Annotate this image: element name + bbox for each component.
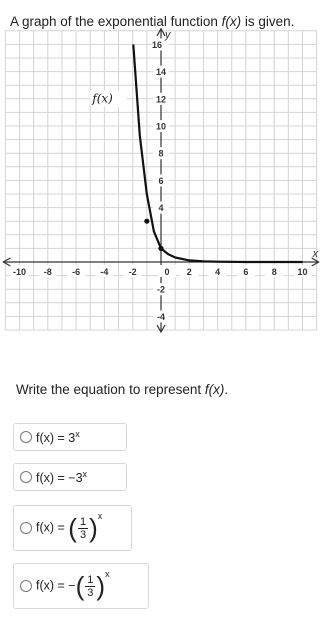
x-tick-label: -8 xyxy=(43,267,52,277)
option-4-text xyxy=(36,569,110,601)
option-1-text xyxy=(36,429,80,445)
x-tick-label: 4 xyxy=(215,267,221,277)
option-2-exponent: x xyxy=(82,468,88,479)
question-suffix: is given. xyxy=(241,14,295,29)
x-tick-label: -2 xyxy=(128,267,137,277)
curve-point xyxy=(144,219,149,224)
x-tick-label: 10 xyxy=(297,267,308,277)
option-3-label: f(x) = xyxy=(36,520,69,535)
y-tick-label: 4 xyxy=(158,203,164,214)
y-tick-label: 10 xyxy=(155,121,167,132)
radio-button-icon[interactable] xyxy=(20,580,32,592)
option-1-exponent: x xyxy=(75,428,80,439)
option-3-numerator: 1 xyxy=(79,515,87,528)
radio-button-icon[interactable] xyxy=(20,471,32,483)
option-4-denominator: 3 xyxy=(87,586,94,599)
answer-option-4[interactable] xyxy=(13,563,149,609)
y-tick-label: -2 xyxy=(156,284,166,295)
radio-button-icon[interactable] xyxy=(20,522,32,534)
y-tick-label: 8 xyxy=(158,148,164,159)
instruction-text xyxy=(16,382,228,397)
function-label: f(x) xyxy=(92,91,113,106)
answer-option-2[interactable] xyxy=(13,463,127,491)
question-prefix: A graph of the exponential function xyxy=(10,14,222,29)
option-2-label: f(x) = −3 xyxy=(36,471,83,486)
y-tick-label: 16 xyxy=(151,39,163,50)
x-tick-label: 6 xyxy=(243,267,249,277)
curve-point xyxy=(158,246,163,251)
left-paren: ( xyxy=(75,571,85,601)
x-tick-label: -4 xyxy=(100,267,109,277)
left-paren: ( xyxy=(68,513,77,543)
x-axis-name: x xyxy=(312,248,319,260)
option-1-label: f(x) = 3 xyxy=(36,431,76,446)
y-tick-label: 12 xyxy=(155,94,167,105)
answer-option-1[interactable] xyxy=(13,423,127,451)
y-tick-label: 6 xyxy=(158,175,164,186)
y-tick-label: -4 xyxy=(156,311,166,322)
y-tick-label: 14 xyxy=(155,67,167,78)
x-tick-label: 8 xyxy=(271,267,277,277)
answer-option-3[interactable] xyxy=(13,505,132,551)
x-tick-label: -6 xyxy=(72,267,81,277)
option-4-label: f(x) = − xyxy=(36,578,76,593)
option-3-text xyxy=(36,511,103,543)
instruction-prefix: Write the equation to represent xyxy=(16,382,205,397)
instruction-suffix: . xyxy=(224,382,229,397)
option-4-exponent: x xyxy=(105,569,110,579)
option-4-numerator: 1 xyxy=(87,573,94,586)
y-axis-name: y xyxy=(165,28,171,41)
option-3-exponent: x xyxy=(97,511,103,521)
radio-button-icon[interactable] xyxy=(20,431,32,443)
right-paren: ) xyxy=(96,571,106,601)
instruction-fx: f(x) xyxy=(204,382,225,397)
x-tick-label: 0 xyxy=(164,267,170,277)
question-fx: f(x) xyxy=(221,14,242,29)
option-3-fraction xyxy=(78,516,88,541)
option-4-fraction xyxy=(85,574,95,599)
option-3-denominator: 3 xyxy=(79,528,87,541)
x-tick-label: -10 xyxy=(12,267,27,277)
right-paren: ) xyxy=(89,513,98,543)
x-tick-label: 2 xyxy=(186,267,192,277)
option-2-text xyxy=(36,469,87,485)
